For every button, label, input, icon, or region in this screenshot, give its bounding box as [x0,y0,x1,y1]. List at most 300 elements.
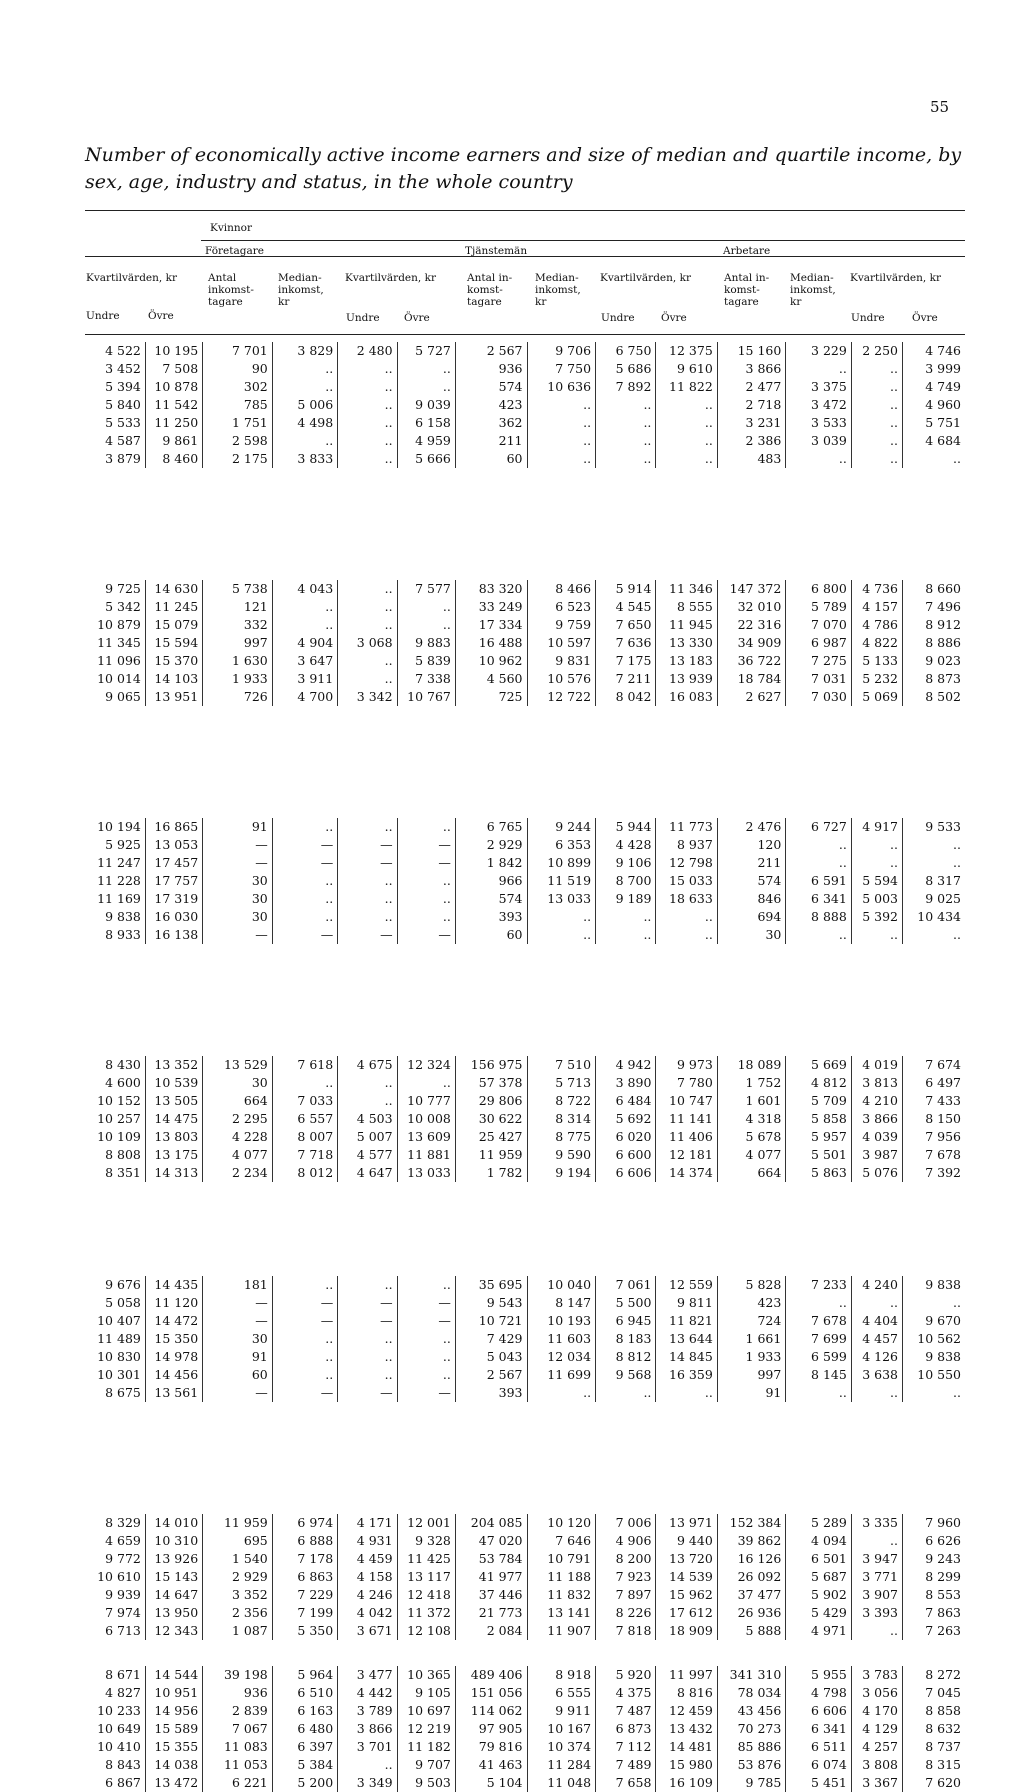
table-cell: 7 392 [925,1165,961,1180]
header-kvartil-total: Kvartilvärden, kr [86,272,177,284]
table-cell: 3 833 [272,450,337,468]
table-cell: 5 709 [786,1092,851,1110]
table-cell: 8 150 [925,1111,961,1126]
table-cell: .. [596,908,656,926]
table-cell: 12 559 [656,1276,717,1294]
table-row [85,360,965,378]
header-group-arbetare: Arbetare [723,245,771,257]
table-cell: 3 638 [851,1366,902,1384]
table-cell: 7 033 [272,1092,337,1110]
table-cell: .. [272,908,337,926]
table-cell: 41 463 [455,1756,527,1774]
table-cell: 5 342 [85,598,145,616]
table-cell: 6 800 [786,580,851,598]
table-cell: 10 008 [397,1110,455,1128]
header-kvartil-tjanstemän: Kvartilvärden, kr [600,272,691,284]
table-cell: .. [527,414,596,432]
table-body [85,342,965,1792]
table-cell: .. [272,1348,337,1366]
table-cell: 11 699 [527,1366,596,1384]
table-cell: — [203,1384,273,1402]
table-cell: 8 042 [596,688,656,706]
table-cell: 8 888 [786,908,851,926]
table-cell: 9 610 [656,360,717,378]
table-cell: 5 840 [85,396,145,414]
table-cell: .. [786,836,851,854]
table-cell: 8 553 [925,1587,961,1602]
table-cell: 2 175 [203,450,273,468]
table-cell: 4 457 [851,1330,902,1348]
table-cell: 5 888 [717,1622,786,1640]
table-cell: 9 105 [397,1684,455,1702]
table-cell: .. [397,818,455,836]
table-cell: 9 106 [596,854,656,872]
table-cell: 30 [203,872,273,890]
table-cell: 8 272 [925,1667,961,1682]
table-cell: 9 039 [397,396,455,414]
table-cell: 6 353 [527,836,596,854]
table-cell: 10 539 [145,1074,202,1092]
table-row [85,1774,965,1792]
table-cell: — [397,854,455,872]
table-cell: .. [527,396,596,414]
table-cell: .. [397,1330,455,1348]
table-cell: 4 786 [851,616,902,634]
table-cell: 7 067 [203,1720,273,1738]
table-cell: — [397,926,455,944]
header-undre-arbetare: Undre [851,312,885,324]
table-cell: .. [338,1330,397,1348]
table-cell: 5 533 [85,414,145,432]
table-cell: 6 987 [786,634,851,652]
table-cell: 5 751 [925,415,961,430]
table-cell: 2 627 [717,688,786,706]
header-undre-total: Undre [86,310,120,322]
table-cell: 30 622 [455,1110,527,1128]
table-cell: 4 522 [85,342,145,360]
table-cell: 7 892 [596,378,656,396]
table-row [85,616,965,634]
table-cell: 9 811 [656,1294,717,1312]
table-cell: 6 945 [596,1312,656,1330]
table-cell: 39 862 [717,1532,786,1550]
table-cell: 10 830 [85,1348,145,1366]
table-cell: 7 496 [925,599,961,614]
table-cell: 11 245 [145,598,202,616]
table-title: Number of economically active income earners and size of median and quartile income, by sex, age, industry and status, in the whole country [85,144,962,193]
table-cell: 16 488 [455,634,527,652]
table-cell: 30 [203,908,273,926]
table-cell: 2 598 [203,432,273,450]
table-cell: 8 812 [596,1348,656,1366]
table-cell: 4 442 [338,1684,397,1702]
table-cell: 8 012 [272,1164,337,1182]
table-cell: 8 226 [596,1604,656,1622]
table-cell: 4 942 [596,1056,656,1074]
table-cell: 11 907 [527,1622,596,1640]
table-cell: — [203,1312,273,1330]
table-cell: 5 925 [85,836,145,854]
table-cell: 10 040 [527,1276,596,1294]
table-cell: 6 599 [786,1348,851,1366]
table-cell: 8 816 [656,1684,717,1702]
table-cell: 6 626 [925,1533,961,1548]
table-cell: .. [338,652,397,670]
table-cell: 1 540 [203,1550,273,1568]
table-cell: 8 937 [656,836,717,854]
table-cell: 16 138 [145,926,202,944]
table-cell: 3 229 [786,342,851,360]
table-cell: 4 129 [851,1720,902,1738]
table-cell: 10 562 [917,1331,961,1346]
table-cell: 13 971 [656,1514,717,1532]
table-cell: 15 355 [145,1738,202,1756]
table-cell: 997 [717,1366,786,1384]
table-row [85,926,965,944]
table-cell: 13 951 [145,688,202,706]
table-cell: 13 352 [145,1056,202,1074]
table-cell: 2 084 [455,1622,527,1640]
table-cell: 6 713 [85,1622,145,1640]
table-cell: .. [953,855,961,870]
table-cell: 12 108 [397,1622,455,1640]
table-cell: 9 725 [85,580,145,598]
table-cell: .. [272,1330,337,1348]
table-cell: .. [851,396,902,414]
table-cell: — [272,1312,337,1330]
table-cell: 9 670 [925,1313,961,1328]
table-cell: 37 446 [455,1586,527,1604]
table-cell: 4 906 [596,1532,656,1550]
table-cell: 14 544 [145,1666,202,1684]
table-cell: 9 503 [397,1774,455,1792]
table-cell: 11 881 [397,1146,455,1164]
table-cell: 17 334 [455,616,527,634]
table-cell: .. [397,1348,455,1366]
header-undre-tjanstemän: Undre [601,312,635,324]
table-row [85,1702,965,1720]
table-cell: 7 960 [925,1515,961,1530]
table-cell: 9 838 [85,908,145,926]
table-cell: 7 429 [455,1330,527,1348]
table-cell: 41 977 [455,1568,527,1586]
table-cell: 2 477 [717,378,786,396]
table-cell: 574 [455,890,527,908]
table-cell: — [338,854,397,872]
table-cell: 7 618 [272,1056,337,1074]
table-cell: 15 962 [656,1586,717,1604]
table-cell: 694 [717,908,786,926]
table-cell: 10 747 [656,1092,717,1110]
table-cell: 9 244 [527,818,596,836]
table-cell: 5 500 [596,1294,656,1312]
table-cell: 11 997 [656,1666,717,1684]
table-cell: 5 920 [596,1666,656,1684]
table-cell: 91 [717,1384,786,1402]
table-cell: — [203,926,273,944]
table-cell: .. [656,396,717,414]
table-cell: 785 [203,396,273,414]
table-cell: 6 555 [527,1684,596,1702]
table-cell: 2 567 [455,342,527,360]
table-cell: 4 647 [338,1164,397,1182]
table-cell: 3 866 [338,1720,397,1738]
table-cell: 11 141 [656,1110,717,1128]
table-cell: .. [272,1276,337,1294]
table-cell: — [338,836,397,854]
table-cell: 8 858 [925,1703,961,1718]
table-row [85,1128,965,1146]
table-cell: 8 737 [925,1739,961,1754]
table-cell: 2 386 [717,432,786,450]
table-cell: 9 785 [717,1774,786,1792]
table-cell: 5 914 [596,580,656,598]
table-cell: 6 501 [786,1550,851,1568]
table-cell: 8 317 [925,873,961,888]
table-cell: .. [338,414,397,432]
table-cell: 6 497 [925,1075,961,1090]
table-cell: 10 120 [527,1514,596,1532]
table-cell: 5 392 [851,908,902,926]
table-row [85,1720,965,1738]
table-cell: 2 929 [203,1568,273,1586]
table-row [85,1146,965,1164]
table-cell: 362 [455,414,527,432]
table-cell: 3 342 [338,688,397,706]
table-cell: .. [786,1294,851,1312]
table-row [85,1604,965,1622]
table-cell: .. [953,927,961,942]
header-rule-sex [201,240,965,241]
table-row [85,634,965,652]
table-cell: 11 083 [203,1738,273,1756]
table-cell: 6 606 [596,1164,656,1182]
table-cell: 7 263 [925,1623,961,1638]
table-cell: 35 695 [455,1276,527,1294]
table-cell: .. [851,1384,902,1402]
table-cell: 14 539 [656,1568,717,1586]
table-cell: 11 247 [85,854,145,872]
table-cell: 4 700 [272,688,337,706]
table-cell: 17 612 [656,1604,717,1622]
table-cell: 53 876 [717,1756,786,1774]
table-cell: 15 370 [145,652,202,670]
table-cell: 91 [203,818,273,836]
table-cell: 26 936 [717,1604,786,1622]
table-cell: 726 [203,688,273,706]
table-cell: 7 863 [925,1605,961,1620]
table-row [85,1550,965,1568]
table-cell: .. [851,360,902,378]
table-cell: .. [656,450,717,468]
group-spacer [85,468,965,580]
header-ovre-tjanstemän: Övre [661,312,687,324]
table-cell: 7 699 [786,1330,851,1348]
table-cell: 7 031 [786,670,851,688]
table-cell: 7 112 [596,1738,656,1756]
table-row [85,908,965,926]
table-cell: 32 010 [717,598,786,616]
table-cell: 725 [455,688,527,706]
table-cell: 9 759 [527,616,596,634]
table-cell: 11 188 [527,1568,596,1586]
table-cell: 12 034 [527,1348,596,1366]
table-cell: 8 675 [85,1384,145,1402]
table-cell: 7 433 [925,1093,961,1108]
table-cell: 3 393 [851,1604,902,1622]
table-cell: 11 489 [85,1330,145,1348]
header-ovre-total: Övre [148,310,174,322]
table-cell: 5 133 [851,652,902,670]
table-cell: 5 687 [786,1568,851,1586]
table-cell: 10 767 [397,688,455,706]
table-cell: 6 158 [397,414,455,432]
table-cell: 10 152 [85,1092,145,1110]
table-cell: 13 561 [145,1384,202,1402]
table-row [85,854,965,872]
table-cell: 5 104 [455,1774,527,1792]
table-cell: .. [656,908,717,926]
table-cell: 5 858 [786,1110,851,1128]
table-cell: 3 452 [85,360,145,378]
table-cell: 4 157 [851,598,902,616]
table-cell: 4 210 [851,1092,902,1110]
table-cell: 5 692 [596,1110,656,1128]
table-row [85,1384,965,1402]
table-cell: 7 956 [925,1129,961,1144]
table-cell: 5 384 [272,1756,337,1774]
table-row [85,342,965,360]
table-cell: 9 861 [145,432,202,450]
table-cell: 1 661 [717,1330,786,1348]
table-cell: 11 603 [527,1330,596,1348]
table-cell: 11 120 [145,1294,202,1312]
table-cell: 10 365 [397,1666,455,1684]
table-cell: 12 001 [397,1514,455,1532]
table-cell: 10 899 [527,854,596,872]
table-cell: .. [397,908,455,926]
table-cell: .. [596,396,656,414]
table-cell: 3 879 [85,450,145,468]
table-cell: 11 959 [203,1514,273,1532]
table-cell: 7 897 [596,1586,656,1604]
table-cell: .. [953,1385,961,1400]
table-row [85,1348,965,1366]
table-cell: 8 775 [527,1128,596,1146]
table-cell: 4 822 [851,634,902,652]
table-cell: 5 289 [786,1514,851,1532]
table-cell: 10 649 [85,1720,145,1738]
table-cell: — [397,1294,455,1312]
table-cell: 10 597 [527,634,596,652]
table-cell: 8 502 [925,689,961,704]
table-cell: 3 039 [786,432,851,450]
table-cell: .. [786,1384,851,1402]
table-cell: 5 669 [786,1056,851,1074]
data-table [85,342,965,1792]
table-cell: 16 030 [145,908,202,926]
table-cell: 9 911 [527,1702,596,1720]
table-cell: 9 025 [925,891,961,906]
table-cell: 5 902 [786,1586,851,1604]
table-cell: 2 476 [717,818,786,836]
table-cell: 60 [455,450,527,468]
table-cell: 9 189 [596,890,656,908]
table-cell: .. [338,890,397,908]
table-cell: 423 [455,396,527,414]
table-cell: 147 372 [717,580,786,598]
table-cell: 13 505 [145,1092,202,1110]
table-cell: 15 160 [717,342,786,360]
table-cell: 3 533 [786,414,851,432]
table-cell: 121 [203,598,273,616]
table-cell: 9 706 [527,342,596,360]
table-cell: 6 727 [786,818,851,836]
table-cell: 9 939 [85,1586,145,1604]
table-cell: 15 033 [656,872,717,890]
table-cell: 5 957 [786,1128,851,1146]
table-cell: 4 039 [851,1128,902,1146]
table-cell: 4 736 [851,580,902,598]
table-cell: — [338,926,397,944]
table-cell: 6 591 [786,872,851,890]
table-cell: .. [656,1384,717,1402]
table-cell: 4 043 [272,580,337,598]
table-cell: 7 674 [925,1057,961,1072]
table-cell: 2 839 [203,1702,273,1720]
table-cell: 3 771 [851,1568,902,1586]
table-cell: 114 062 [455,1702,527,1720]
table-cell: 5 006 [272,396,337,414]
table-cell: 13 926 [145,1550,202,1568]
table-row [85,1164,965,1182]
table-cell: 17 757 [145,872,202,890]
table-cell: 10 310 [145,1532,202,1550]
table-cell: .. [596,414,656,432]
table-cell: 8 632 [925,1721,961,1736]
table-cell: 4 246 [338,1586,397,1604]
table-cell: 13 644 [656,1330,717,1348]
table-row [85,1056,965,1074]
table-cell: 7 923 [596,1568,656,1586]
table-cell: 9 838 [925,1277,961,1292]
table-cell: 13 033 [397,1164,455,1182]
table-cell: 7 750 [527,360,596,378]
table-cell: 7 780 [656,1074,717,1092]
table-cell: .. [851,926,902,944]
table-cell: 7 646 [527,1532,596,1550]
table-cell: 3 911 [272,670,337,688]
table-cell: 4 019 [851,1056,902,1074]
table-cell: .. [656,432,717,450]
table-cell: .. [527,926,596,944]
table-cell: 11 345 [85,634,145,652]
table-cell: 11 284 [527,1756,596,1774]
table-cell: .. [527,908,596,926]
table-cell: 5 839 [397,652,455,670]
table-cell: 13 033 [527,890,596,908]
table-cell: 10 195 [145,342,202,360]
table-row [85,1568,965,1586]
table-cell: 11 406 [656,1128,717,1146]
table-cell: — [397,1312,455,1330]
table-cell: 6 974 [272,1514,337,1532]
table-cell: 10 777 [397,1092,455,1110]
table-cell: 10 194 [85,818,145,836]
table-cell: 14 374 [656,1164,717,1182]
table-cell: — [203,1294,273,1312]
table-cell: 3 866 [717,360,786,378]
